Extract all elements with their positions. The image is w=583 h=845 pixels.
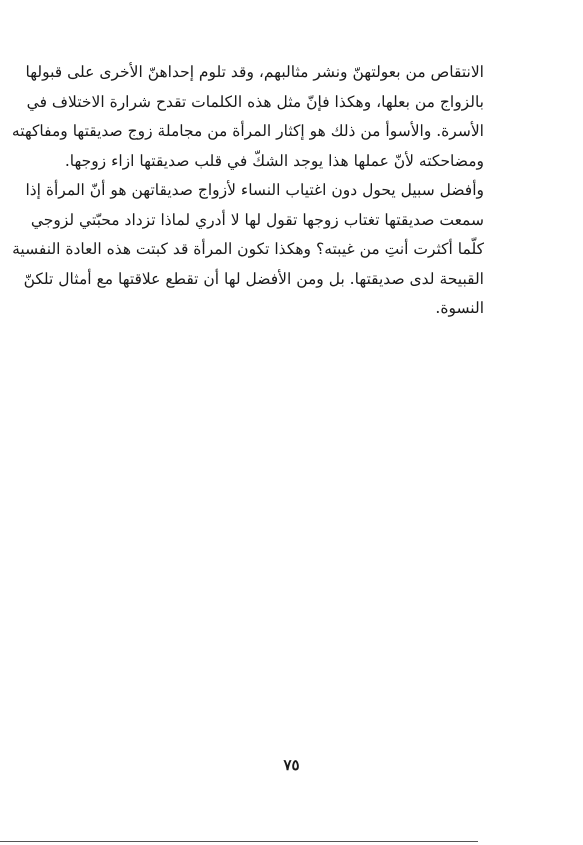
text-line: الانتقاص من بعولتهنّ ونشر مثالبهم، وقد تلوم إحداهنّ الأخرى على قبولها [25, 63, 484, 81]
text-line: ومضاحكته لأنّ عملها هذا يوجد الشكّ في قلب صديقتها ازاء زوجها. [64, 151, 484, 170]
page-number: ٧٥ [283, 756, 300, 774]
text-line: الأسرة. والأسوأ من ذلك هو إكثار المرأة من مجاملة زوج صديقتها ومفاكهته [11, 122, 484, 140]
text-line: سمعت صديقتها تغتاب زوجها تقول لها لا أدري لماذا تزداد محبّتي لزوجي [30, 210, 484, 229]
body-text [11, 58, 484, 324]
text-line: القبيحة لدى صديقتها. بل ومن الأفضل لها أن تقطع علاقتها مع أمثال تلكنّ [23, 269, 484, 288]
bottom-rule [0, 841, 478, 842]
text-line: بالزواج من بعلها، وهكذا فإنّ مثل هذه الكلمات تقدح شرارة الاختلاف في [26, 92, 484, 111]
text-line: كلّما أكثرت أنتِ من غيبته؟ وهكذا تكون المرأة قد كبتت هذه العادة النفسية [12, 240, 484, 258]
text-line: وأفضل سبيل يحول دون اغتياب النساء لأزواج صديقاتهن هو أنّ المرأة إذا [25, 181, 484, 199]
text-line: النسوة. [435, 299, 484, 317]
